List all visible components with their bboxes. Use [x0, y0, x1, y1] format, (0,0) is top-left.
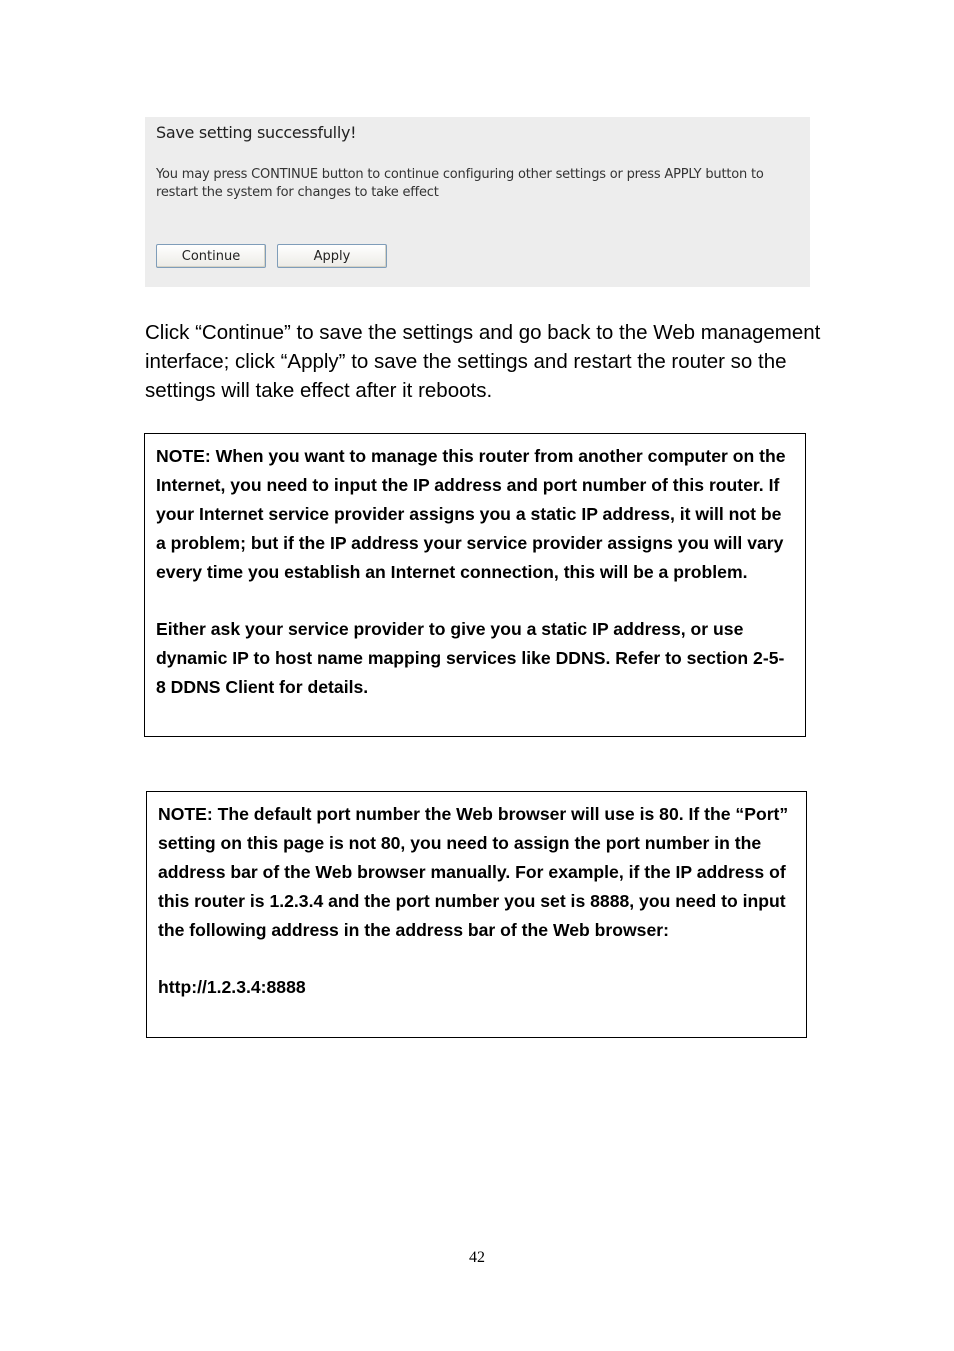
- page-number: 42: [469, 1249, 485, 1266]
- paragraph-spacer: [158, 945, 795, 974]
- note-box-remote-management: [144, 433, 806, 737]
- note-paragraph: NOTE: The default port number the Web browser will use is 80. If the “Port” setting on this page is not 80, you need to assign the port number in the address bar of the Web browser manually. For example, if the IP address of this router is 1.2.3.4 and the port number you set is 8888, you need to input the following address in the address bar of the Web browser:: [158, 804, 789, 940]
- instructions-paragraph: Click “Continue” to save the settings and go back to the Web management interface; click “Apply” to save the settings and restart the router so the settings will take effect after it reboots.: [145, 321, 821, 402]
- note-paragraph: NOTE: When you want to manage this router from another computer on the Internet, you need to input the IP address and port number of this router. If your Internet service provider assigns you a static IP address, it will not be a problem; but if the IP address your service provider assigns you will vary every time you establish an Internet connection, this will be a problem.: [156, 446, 786, 582]
- note-paragraph: Either ask your service provider to give you a static IP address, or use dynamic IP to host name mapping services like DDNS. Refer to section 2-5-8 DDNS Client for details.: [156, 619, 785, 698]
- example-url: http://1.2.3.4:8888: [158, 977, 306, 998]
- continue-button[interactable]: Continue: [156, 244, 266, 268]
- panel-message: You may press CONTINUE button to continue configuring other settings or press APPLY button to restart the system for changes to take effect: [156, 167, 764, 200]
- paragraph-spacer: [156, 587, 794, 616]
- save-success-panel: [145, 117, 810, 287]
- panel-title: Save setting successfully!: [156, 123, 357, 142]
- apply-button[interactable]: Apply: [277, 244, 387, 268]
- note-box-default-port: [146, 791, 807, 1038]
